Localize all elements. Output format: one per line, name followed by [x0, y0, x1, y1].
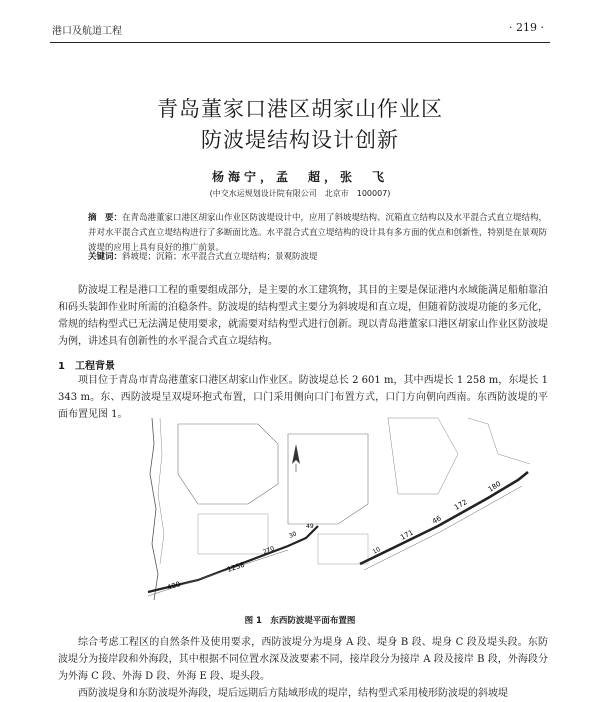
label-49: 49 — [306, 523, 314, 530]
keywords-label: 关键词： — [88, 252, 123, 262]
label-1258: 1258 — [226, 560, 246, 574]
label-171: 171 — [399, 528, 415, 542]
title-line-1: 青岛董家口港区胡家山作业区 — [157, 97, 443, 121]
figure-caption: 图 1 东西防波堤平面布置图 — [244, 616, 356, 626]
authors: 杨海宁，孟 超，张 飞 — [211, 170, 388, 184]
label-46: 46 — [431, 514, 443, 526]
label-172: 172 — [453, 498, 469, 512]
section-heading: 1 工程背景 — [58, 361, 115, 372]
keywords-text: 斜坡堤；沉箱；水平混合式直立堤结构；景观防波堤 — [122, 252, 318, 262]
label-10: 10 — [371, 545, 382, 556]
journal-name: 港口及航道工程 — [52, 26, 122, 37]
breakwater-plan-figure — [138, 414, 530, 600]
label-180: 180 — [486, 479, 503, 494]
page-number: · 219 · — [509, 21, 544, 34]
abstract-text: 在青岛港董家口港区胡家山作业区防波堤设计中，应用了斜坡堤结构、沉箱直立结构以及水平混合式直立堤结构，并对水平混合式直立堤结构进行了多断面比选。水平混合式直立堤结构的设计具有多方面的优点和创新性，特别是在景观防波堤的应用上具有良好的推广前景。 — [88, 213, 548, 253]
body-paragraph-3: 西防波堤身和东防波堤外海段，堤后远期后方陆域形成的堤岸，结构型式采用棱形防波堤的斜坡堤 — [78, 688, 508, 699]
label-400: 400 — [166, 580, 182, 592]
abstract-label: 摘 要： — [88, 213, 123, 223]
keywords — [88, 250, 550, 262]
body-paragraph-1: 项目位于青岛市青岛港董家口港区胡家山作业区。防波堤总长 2 601 m，其中西堤长 1 258 m，东堤长 1 343 m。东、西防波堤呈双堤环抱式布置，口门采用侧向口门布置方式，口门方向朝向西南。东西防波堤的平面布置见图 1。 — [58, 375, 548, 420]
intro-paragraph: 防波堤工程是港口工程的重要组成部分，是主要的水工建筑物，其目的主要是保证港内水域能满足船舶靠泊和码头装卸作业时所需的泊稳条件。防波堤的结构型式主要分为斜坡堤和直立堤，但随着防波堤功能的多元化，常规的结构型式已无法满足使用要求，就需要对结构型式进行创新。现以青岛港董家口港区胡家山作业区防波堤为例，讲述具有创新性的水平混合式直立堤结构。 — [58, 285, 548, 347]
running-header — [0, 18, 600, 40]
affiliation: (中交水运规划设计院有限公司 北京市 100007) — [209, 189, 391, 198]
body-paragraph-2: 综合考虑工程区的自然条件及使用要求，西防波堤分为堤身 A 段、堤身 B 段、堤身 C 段及堤头段。东防波堤分为接岸段和外海段，其中根据不同位置水深及波要素不同，接岸段分为接岸 A 段及接岸 B 段，外海段分为外海 C 段、外海 D 段、外海 E 段、堤头段。 — [58, 637, 548, 682]
header-rule — [50, 42, 550, 43]
label-270: 270 — [262, 545, 276, 556]
label-30: 30 — [287, 530, 298, 540]
title-line-2: 防波堤结构设计创新 — [201, 128, 399, 152]
